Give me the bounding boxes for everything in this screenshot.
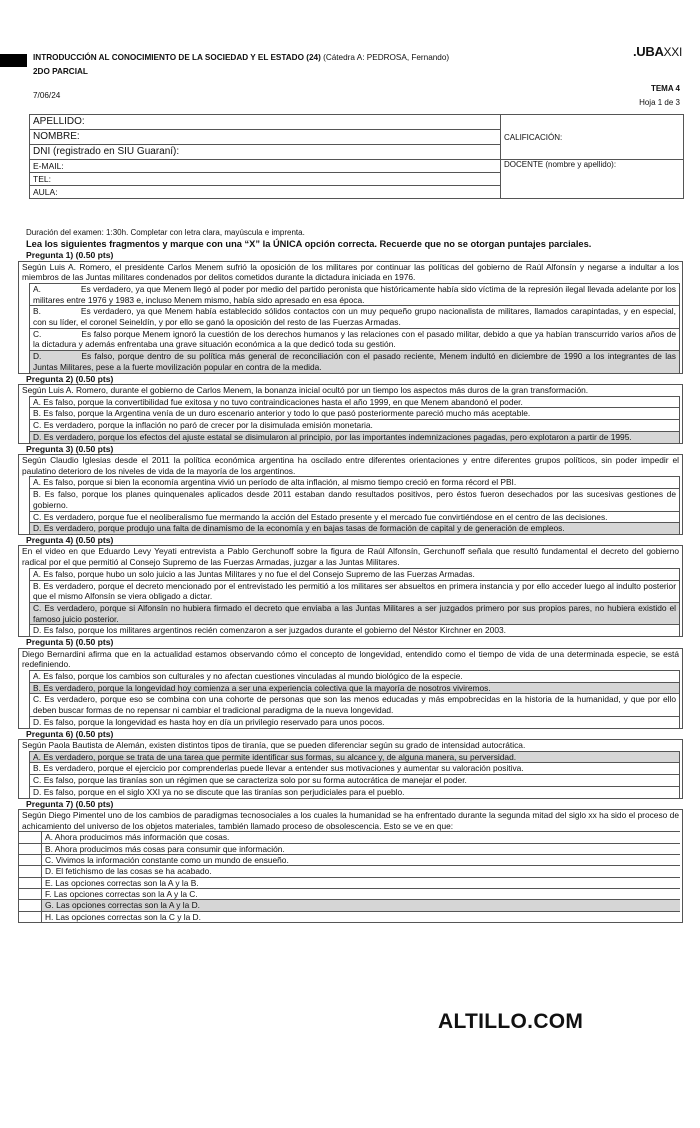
option-c[interactable]: C. Vivimos la información constante como un mundo de ensueño.: [19, 854, 680, 865]
answer-box[interactable]: [19, 900, 42, 910]
option-c[interactable]: C. Es verdadero, porque fue el neoliberalismo fue mermando la acción del Estado presente y el mercado fue convirtiéndose en el centro de las decisiones.: [29, 512, 680, 524]
uba-xxi-logo: .UBAXXI: [632, 44, 682, 59]
option-d[interactable]: D. Es verdadero, porque los efectos del ajuste estatal se disimularon al principio, por las importantes indemnizaciones pagadas, pero explotaron a partir de 1995.: [29, 432, 680, 443]
question-text: Diego Bernardini afirma que en la actualidad estamos observando cómo el concepto de longevidad, entendido como el tiempo de vida de una determinada especie, se está redefiniendo.: [22, 648, 679, 670]
student-info-form: [29, 114, 684, 199]
question-text: En el video en que Eduardo Levy Yeyati entrevista a Pablo Gerchunoff sobre la figura de Raúl Alfonsín, Gerchunoff señala que resultó fundamental el decreto del gobierno radical por el que permitió al Consejo Supremo de las Fuerzas Armadas, juzgar a las Juntas Militares.: [22, 546, 679, 568]
question-title: Pregunta 7) (0.50 pts): [26, 798, 114, 809]
aula-field[interactable]: AULA:: [30, 186, 501, 199]
option-a[interactable]: A. Es falso, porque si bien la economía argentina vivió un período de alta inflación, al mismo tiempo creció en forma récord el PBI.: [29, 477, 680, 489]
question-text: Según Diego Pimentel uno de los cambios de paradigmas tecnosociales a los cuales la humanidad se ha enfrentado durante la segunda mitad del siglo xx ha sido el proceso de achicamiento del universo de los objetos materiales, también llamado proceso de obsolescencia. Esto se ve en que:: [22, 810, 679, 831]
question-text: Según Luis A. Romero, durante el gobierno de Carlos Menem, la bonanza inicial ocultó por un tiempo los aspectos más duros de la gran transformación.: [22, 385, 589, 396]
option-b[interactable]: B. Es verdadero, porque la longevidad hoy comienza a ser una experiencia colectiva que la mayoría de nosotros viviremos.: [29, 683, 680, 695]
option-c[interactable]: C. Es falso, porque las tiranías son un régimen que se caracteriza solo por su forma autocrática de manejar el poder.: [29, 775, 680, 787]
question-7: [18, 809, 683, 923]
option-d[interactable]: D. Es falso, porque los militares argentinos recién comenzaron a ser juzgados durante el gobierno del Néstor Kirchner en 2003.: [29, 625, 680, 636]
option-c[interactable]: C. Es verdadero, porque si Alfonsín no hubiera firmado el decreto que enviaba a las Juntas Militares a ser juzgados primero por sus propios pares, no hubiera existido el famoso juicio posterior.: [29, 603, 680, 625]
option-b[interactable]: B. Es verdadero, porque el ejercicio por comprenderlas puede llevar a entender sus motivaciones y aumentar su valoración positiva.: [29, 763, 680, 775]
docente-field[interactable]: DOCENTE (nombre y apellido):: [501, 160, 684, 199]
calificacion-field[interactable]: CALIFICACIÓN:: [501, 115, 684, 160]
apellido-field[interactable]: APELLIDO:: [30, 115, 501, 130]
instructions: Lea los siguientes fragmentos y marque con una “X” la ÚNICA opción correcta. Recuerde que no se otorgan puntajes parciales.: [26, 239, 592, 249]
option-a[interactable]: A. Es falso, porque la convertibilidad fue exitosa y no tuvo contraindicaciones hasta el año 1999, en que Menem abandonó el poder.: [29, 397, 680, 409]
option-b[interactable]: B. Es verdadero, ya que Menem había establecido sólidos contactos con un muy pequeño grupo nacionalista de militares, llamados carapintadas, y en especial, con su líder, el coronel Seineldín, y por ello se ganó la oposición del resto de las Fuerzas Armadas.: [29, 306, 680, 328]
question-1: [18, 261, 683, 374]
option-d[interactable]: D. El fetichismo de las cosas se ha acabado.: [19, 865, 680, 876]
black-margin-mark: [0, 54, 27, 67]
option-h[interactable]: H. Las opciones correctas son la C y la D.: [19, 911, 680, 922]
question-title: Pregunta 6) (0.50 pts): [26, 728, 114, 739]
option-b[interactable]: B. Es falso, porque los planes quinquenales aplicados desde 2011 estaban dando resultados positivos, pero éstos fueron desechados por las sucesivas gestiones de gobierno.: [29, 489, 680, 511]
question-title: Pregunta 2) (0.50 pts): [26, 373, 114, 384]
dni-field[interactable]: DNI (registrado en SIU Guaraní):: [30, 145, 501, 160]
question-title: Pregunta 3) (0.50 pts): [26, 443, 114, 454]
option-c[interactable]: C. Es falso porque Menem ignoró la cuestión de los derechos humanos y las relaciones con el pasado militar, debido a que ya habían transcurrido varios años de la dictadura y además enfrentaba una grave situación económica a la que dedicó toda su gestión.: [29, 329, 680, 351]
option-b[interactable]: B. Es verdadero, porque el decreto mencionado por el entrevistado les permitió a los militares ser absueltos en primera instancia y por ello acceder luego al indulto posterior que el mismo Alfonsín se viera obligado a dictar.: [29, 581, 680, 603]
option-d[interactable]: D. Es falso, porque dentro de su política más general de reconciliación con el pasado reciente, Menem indultó en diciembre de 1990 a los integrantes de las Juntas Militares, pese a la fuerte movilización popular en contra de la medida.: [29, 351, 680, 372]
question-6: [18, 739, 683, 799]
option-c[interactable]: C. Es verdadero, porque la inflación no paró de crecer por la disimulada emisión monetaria.: [29, 420, 680, 432]
answer-box[interactable]: [19, 832, 42, 842]
option-b[interactable]: B. Ahora producimos más cosas para consumir que información.: [19, 843, 680, 854]
answer-box[interactable]: [19, 889, 42, 899]
answer-box[interactable]: [19, 855, 42, 865]
option-f[interactable]: F. Las opciones correctas son la A y la C.: [19, 888, 680, 899]
question-text: Según Claudio Iglesias desde el 2011 la política económica argentina ha oscilado entre diferentes orientaciones y entre diferentes grupos políticos, sin poder impedir el paulatino deterioro de los niveles de vida de la mayoría de los argentinos.: [22, 455, 679, 476]
question-4: [18, 545, 683, 637]
option-d[interactable]: D. Es verdadero, porque produjo una falta de dinamismo de la economía y en bajas tasas de formación de capital y de generación de empleos.: [29, 523, 680, 534]
page-count: Hoja 1 de 3: [639, 98, 680, 107]
question-title: Pregunta 1) (0.50 pts): [26, 250, 114, 260]
answer-box[interactable]: [19, 866, 42, 876]
option-d[interactable]: D. Es falso, porque la longevidad es hasta hoy en día un privilegio reservado para unos pocos.: [29, 717, 680, 728]
option-g[interactable]: G. Las opciones correctas son la A y la D.: [19, 899, 680, 910]
answer-box[interactable]: [19, 844, 42, 854]
option-b[interactable]: B. Es falso, porque la Argentina venía de un duro escenario anterior y todo lo que pasó posteriormente pareció mucho más aceptable.: [29, 408, 680, 420]
question-text: Según Luis A. Romero, el presidente Carlos Menem sufrió la oposición de los militares por continuar las políticas del gobierno de Raúl Alfonsín y negarse a indultar a los miembros de las Juntas militares condenados por delitos cometidos durante la dictadura iniciada en 1976.: [22, 261, 679, 283]
answer-box[interactable]: [19, 912, 42, 922]
option-a[interactable]: A. Es falso, porque los cambios son culturales y no afectan cuestiones vinculadas al mundo biológico de la especie.: [29, 671, 680, 683]
option-e[interactable]: E. Las opciones correctas son la A y la B.: [19, 877, 680, 888]
exam-date: 7/06/24: [33, 91, 61, 100]
question-3: [18, 454, 683, 535]
option-d[interactable]: D. Es falso, porque en el siglo XXI ya no se discute que las tiranías son perjudiciales para el pueblo.: [29, 787, 680, 798]
duration-note: Duración del examen: 1:30h. Completar con letra clara, mayúscula e imprenta.: [26, 228, 305, 237]
question-text: Según Paola Bautista de Alemán, existen distintos tipos de tiranía, que se pueden diferenciar según su grado de intensidad autocrática.: [22, 740, 526, 751]
course-title: INTRODUCCIÓN AL CONOCIMIENTO DE LA SOCIEDAD Y EL ESTADO (24) (Cátedra A: PEDROSA, Fernando): [33, 53, 450, 62]
tema-label: TEMA 4: [650, 84, 680, 93]
option-a[interactable]: A. Es verdadero, porque se trata de una tarea que permite identificar sus formas, su alcance y, de alguna manera, su perversidad.: [29, 752, 680, 764]
answer-box[interactable]: [19, 878, 42, 888]
option-c[interactable]: C. Es verdadero, porque eso se combina con una cohorte de personas que son las menos educadas y más empobrecidas en la historia de la humanidad, y que por ello deben buscar formas de no repensar ni cambiar el tradicional paradigma de la nueva longevidad.: [29, 694, 680, 716]
nombre-field[interactable]: NOMBRE:: [30, 130, 501, 145]
question-2: [18, 384, 683, 444]
exam-title: 2DO PARCIAL: [33, 67, 88, 76]
question-5: [18, 648, 683, 729]
tel-field[interactable]: TEL:: [30, 173, 501, 186]
email-field[interactable]: E-MAIL:: [30, 160, 501, 173]
question-title: Pregunta 5) (0.50 pts): [26, 637, 114, 648]
option-a[interactable]: A. Es falso, porque hubo un solo juicio a las Juntas Militares y no fue el del Consejo Supremo de las Fuerzas Armadas.: [29, 569, 680, 581]
option-a[interactable]: A. Ahora producimos más información que cosas.: [19, 831, 680, 842]
option-a[interactable]: A. Es verdadero, ya que Menem llegó al poder por medio del partido peronista que históricamente había sido víctima de la represión ilegal llevada adelante por los militares entre 1976 y 1983 e, incluso Menem mismo, había sido apresado en esa época.: [29, 284, 680, 306]
question-title: Pregunta 4) (0.50 pts): [26, 534, 114, 545]
questions-list: [18, 250, 683, 923]
altillo-watermark: ALTILLO.COM: [438, 1010, 584, 1033]
